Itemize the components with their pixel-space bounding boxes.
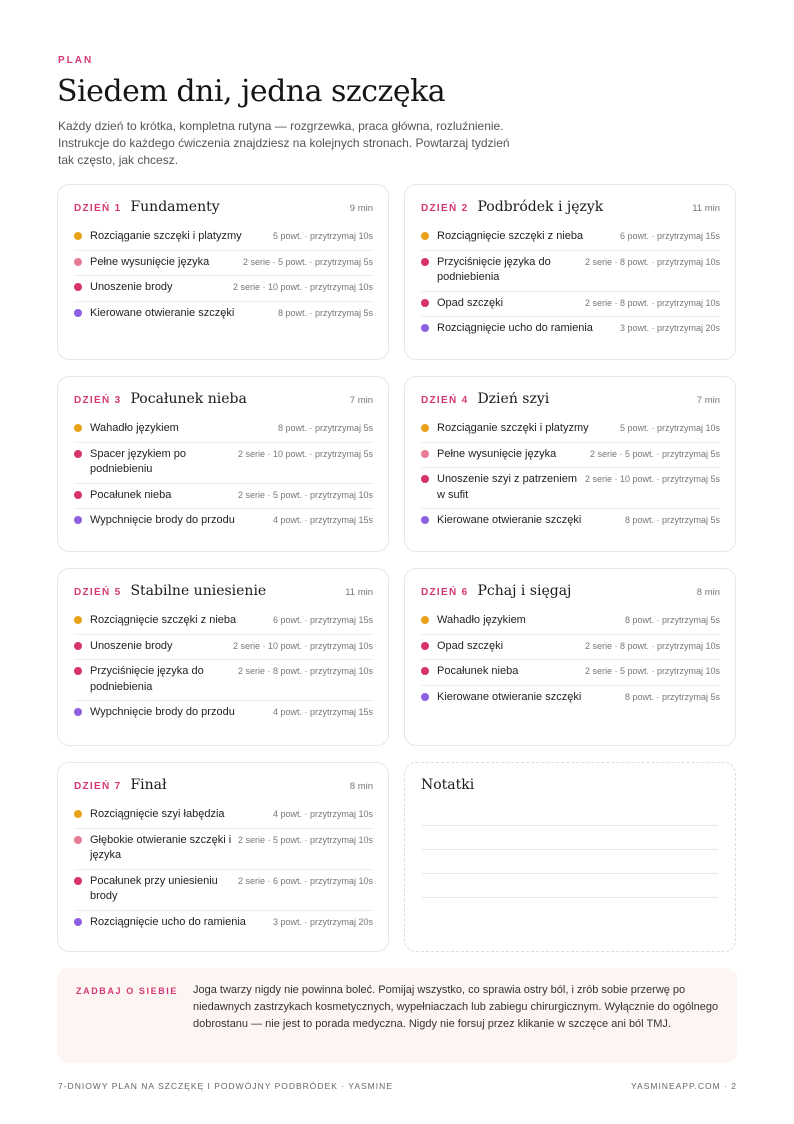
self-care-label: ZADBAJ O SIEBIE <box>76 986 179 996</box>
exercise-name: Kierowane otwieranie szczęki <box>437 690 582 703</box>
page-intro: Każdy dzień to krótka, kompletna rutyna — rozgrzewka, praca główna, rozluźnienie. Instrukcje do każdego ćwiczenia znajdziesz na kolejnych stronach. Powtarzaj tydzień tak często, jak chcesz. <box>58 119 510 167</box>
exercise-name: Pocałunek nieba <box>90 488 172 501</box>
exercise-meta: 2 serie · 8 powt. · przytrzymaj 10s <box>237 666 373 676</box>
day-tag: DZIEŃ 7 <box>74 781 122 792</box>
exercise-name: Rozciąganie szczęki i platyzmy <box>437 422 589 434</box>
exercise-meta: 2 serie · 6 powt. · przytrzymaj 10s <box>237 875 373 886</box>
exercise-row <box>74 225 373 251</box>
exercise-dot-icon <box>421 667 429 675</box>
exercise-meta: 8 powt. · przytrzymaj 5s <box>624 615 720 625</box>
notes-card <box>404 762 736 952</box>
day-card-header <box>421 391 720 413</box>
exercise-name: Kierowane otwieranie szczęki <box>437 514 582 526</box>
day-card-header <box>421 583 720 605</box>
day-card <box>57 568 389 746</box>
exercise-dot-icon <box>74 616 82 624</box>
notes-title: Notatki <box>421 777 475 793</box>
day-card <box>404 568 736 746</box>
exercise-dot-icon <box>74 877 82 885</box>
exercise-name: Opad szczęki <box>437 296 504 309</box>
exercise-row <box>421 443 720 469</box>
exercise-meta: 2 serie · 8 powt. · przytrzymaj 10s <box>584 297 720 308</box>
notes-line <box>422 849 718 850</box>
day-tag: DZIEŃ 5 <box>74 587 122 598</box>
page-eyebrow: PLAN <box>58 55 94 66</box>
page-title: Siedem dni, jedna szczęka <box>57 74 446 109</box>
exercise-row <box>74 417 373 443</box>
exercise-meta: 2 serie · 10 powt. · przytrzymaj 10s <box>232 640 373 651</box>
exercise-dot-icon <box>74 708 82 716</box>
exercise-name: Opad szczęki <box>437 639 504 652</box>
notes-line <box>422 873 718 874</box>
exercise-meta: 2 serie · 5 powt. · przytrzymaj 10s <box>237 834 373 845</box>
exercise-name: Rozciągnięcie szczęki z nieba <box>437 230 584 242</box>
exercise-meta: 2 serie · 8 powt. · przytrzymaj 10s <box>584 256 720 267</box>
exercise-row <box>74 911 373 936</box>
exercise-row <box>421 635 720 661</box>
exercise-row <box>74 276 373 302</box>
exercise-row <box>74 509 373 534</box>
day-duration: 9 min <box>349 203 373 214</box>
day-tag: DZIEŃ 4 <box>421 395 469 406</box>
exercise-row <box>74 829 373 870</box>
exercise-name: Pełne wysunięcie języka <box>90 255 210 268</box>
exercise-list <box>421 609 720 710</box>
exercise-meta: 2 serie · 8 powt. · przytrzymaj 10s <box>584 640 720 651</box>
day-tag: DZIEŃ 2 <box>421 203 469 214</box>
footer-document-title: 7-DNIOWY PLAN NA SZCZĘKĘ I PODWÓJNY PODBRÓDEK · YASMINE <box>58 1081 393 1091</box>
day-card <box>57 184 389 360</box>
exercise-row <box>74 609 373 635</box>
day-card <box>57 376 389 552</box>
day-tag: DZIEŃ 3 <box>74 395 122 406</box>
exercise-meta: 5 powt. · przytrzymaj 10s <box>619 423 720 433</box>
exercise-dot-icon <box>74 258 82 266</box>
exercise-row <box>421 417 720 443</box>
exercise-meta: 6 powt. · przytrzymaj 15s <box>619 231 720 241</box>
day-card-header <box>74 583 373 605</box>
exercise-meta: 2 serie · 5 powt. · przytrzymaj 10s <box>584 666 720 676</box>
exercise-name: Spacer językiem po podniebieniu <box>90 447 186 475</box>
exercise-dot-icon <box>74 642 82 650</box>
exercise-dot-icon <box>421 450 429 458</box>
day-duration: 11 min <box>692 203 720 214</box>
exercise-row <box>421 468 720 509</box>
exercise-dot-icon <box>74 836 82 844</box>
exercise-meta: 8 powt. · przytrzymaj 5s <box>277 307 373 318</box>
exercise-name: Rozciągnięcie szyi łabędzia <box>90 808 225 820</box>
exercise-name: Przyciśnięcie języka do podniebienia <box>437 255 551 283</box>
exercise-row <box>421 686 720 711</box>
exercise-row <box>74 701 373 726</box>
exercise-row <box>74 803 373 829</box>
day-name: Finał <box>130 777 167 793</box>
exercise-name: Rozciągnięcie ucho do ramienia <box>437 322 593 334</box>
exercise-dot-icon <box>74 918 82 926</box>
day-card-header <box>74 391 373 413</box>
day-name: Stabilne uniesienie <box>130 583 267 599</box>
exercise-list <box>421 417 720 534</box>
exercise-list <box>421 225 720 342</box>
day-duration: 7 min <box>696 395 720 406</box>
exercise-dot-icon <box>74 450 82 458</box>
day-card <box>404 184 736 360</box>
day-duration: 8 min <box>696 587 720 598</box>
exercise-dot-icon <box>74 424 82 432</box>
exercise-meta: 2 serie · 5 powt. · przytrzymaj 5s <box>242 256 373 267</box>
exercise-row <box>421 317 720 342</box>
day-card-header <box>74 777 373 799</box>
exercise-meta: 8 powt. · przytrzymaj 5s <box>277 423 373 433</box>
exercise-name: Pełne wysunięcie języka <box>437 447 557 460</box>
exercise-dot-icon <box>421 642 429 650</box>
exercise-row <box>421 509 720 534</box>
exercise-row <box>74 635 373 661</box>
exercise-name: Unoszenie szyi z patrzeniem w sufit <box>437 473 578 501</box>
exercise-row <box>74 251 373 277</box>
exercise-name: Wahadło językiem <box>437 614 526 626</box>
exercise-dot-icon <box>421 232 429 240</box>
exercise-row <box>74 484 373 510</box>
exercise-dot-icon <box>74 283 82 291</box>
day-name: Podbródek i język <box>477 199 604 215</box>
exercise-name: Przyciśnięcie języka do podniebienia <box>90 665 204 693</box>
exercise-row <box>421 660 720 686</box>
exercise-name: Wypchnięcie brody do przodu <box>90 706 235 718</box>
day-card-header <box>74 199 373 221</box>
exercise-meta: 3 powt. · przytrzymaj 20s <box>272 916 373 927</box>
exercise-meta: 8 powt. · przytrzymaj 5s <box>624 515 720 525</box>
self-care-notice <box>57 968 737 1063</box>
exercise-meta: 4 powt. · przytrzymaj 15s <box>272 515 373 525</box>
exercise-name: Rozciąganie szczęki i platyzmy <box>90 230 242 242</box>
exercise-row <box>74 443 373 484</box>
exercise-name: Unoszenie brody <box>90 639 173 652</box>
exercise-row <box>74 302 373 327</box>
exercise-meta: 2 serie · 5 powt. · przytrzymaj 10s <box>237 489 373 500</box>
footer-page-number: YASMINEAPP.COM · 2 <box>630 1081 737 1091</box>
exercise-dot-icon <box>421 475 429 483</box>
exercise-dot-icon <box>74 516 82 524</box>
exercise-dot-icon <box>421 424 429 432</box>
day-name: Dzień szyi <box>477 391 550 407</box>
exercise-name: Rozciągnięcie ucho do ramienia <box>90 915 246 928</box>
exercise-dot-icon <box>421 516 429 524</box>
exercise-meta: 6 powt. · przytrzymaj 15s <box>272 615 373 625</box>
day-name: Fundamenty <box>130 199 220 215</box>
exercise-name: Unoszenie brody <box>90 281 173 293</box>
exercise-meta: 4 powt. · przytrzymaj 10s <box>272 809 373 819</box>
exercise-meta: 2 serie · 10 powt. · przytrzymaj 5s <box>237 448 373 459</box>
exercise-dot-icon <box>421 258 429 266</box>
exercise-dot-icon <box>421 299 429 307</box>
exercise-row <box>421 609 720 635</box>
exercise-name: Wahadło językiem <box>90 422 179 434</box>
notes-line <box>422 825 718 826</box>
exercise-list <box>74 803 373 935</box>
exercise-dot-icon <box>74 491 82 499</box>
day-card <box>57 762 389 952</box>
day-duration: 8 min <box>349 781 373 792</box>
exercise-dot-icon <box>74 232 82 240</box>
exercise-meta: 2 serie · 5 powt. · przytrzymaj 5s <box>589 448 720 459</box>
exercise-meta: 4 powt. · przytrzymaj 15s <box>272 707 373 717</box>
day-card-header <box>421 199 720 221</box>
exercise-name: Kierowane otwieranie szczęki <box>90 306 235 319</box>
exercise-list <box>74 225 373 326</box>
exercise-dot-icon <box>421 693 429 701</box>
exercise-row <box>421 292 720 318</box>
exercise-meta: 3 powt. · przytrzymaj 20s <box>619 323 720 333</box>
exercise-name: Pocałunek przy uniesieniu brody <box>90 874 218 902</box>
exercise-list <box>74 609 373 726</box>
exercise-name: Rozciągnięcie szczęki z nieba <box>90 614 237 626</box>
exercise-meta: 2 serie · 10 powt. · przytrzymaj 5s <box>584 474 720 484</box>
day-name: Pocałunek nieba <box>130 391 247 407</box>
exercise-list <box>74 417 373 534</box>
exercise-row <box>421 251 720 292</box>
exercise-name: Pocałunek nieba <box>437 665 519 677</box>
exercise-meta: 8 powt. · przytrzymaj 5s <box>624 691 720 702</box>
exercise-meta: 2 serie · 10 powt. · przytrzymaj 10s <box>232 282 373 292</box>
exercise-dot-icon <box>74 309 82 317</box>
exercise-dot-icon <box>421 616 429 624</box>
day-tag: DZIEŃ 1 <box>74 203 122 214</box>
exercise-row <box>421 225 720 251</box>
exercise-dot-icon <box>74 667 82 675</box>
exercise-row <box>74 870 373 911</box>
exercise-dot-icon <box>421 324 429 332</box>
exercise-row <box>74 660 373 701</box>
day-card <box>404 376 736 552</box>
exercise-meta: 5 powt. · przytrzymaj 10s <box>272 231 373 241</box>
self-care-text: Joga twarzy nigdy nie powinna boleć. Pomijaj wszystko, co sprawia ostry ból, i zrób sobie przerwę po niedawnych zastrzykach kosmetycznych, wypełniaczach lub zabiegu chirurgicznym. Wyłącznie do ogólnego dobrostanu — nie jest to porada medyczna. Nigdy nie forsuj przez klikanie w szczęce ani ból TMJ. <box>193 984 719 1030</box>
exercise-name: Głębokie otwieranie szczęki i języka <box>90 833 232 861</box>
day-name: Pchaj i sięgaj <box>477 583 572 599</box>
exercise-dot-icon <box>74 810 82 818</box>
day-duration: 11 min <box>345 587 373 598</box>
notes-line <box>422 897 718 898</box>
exercise-name: Wypchnięcie brody do przodu <box>90 514 235 526</box>
day-tag: DZIEŃ 6 <box>421 587 469 598</box>
day-duration: 7 min <box>349 395 373 406</box>
